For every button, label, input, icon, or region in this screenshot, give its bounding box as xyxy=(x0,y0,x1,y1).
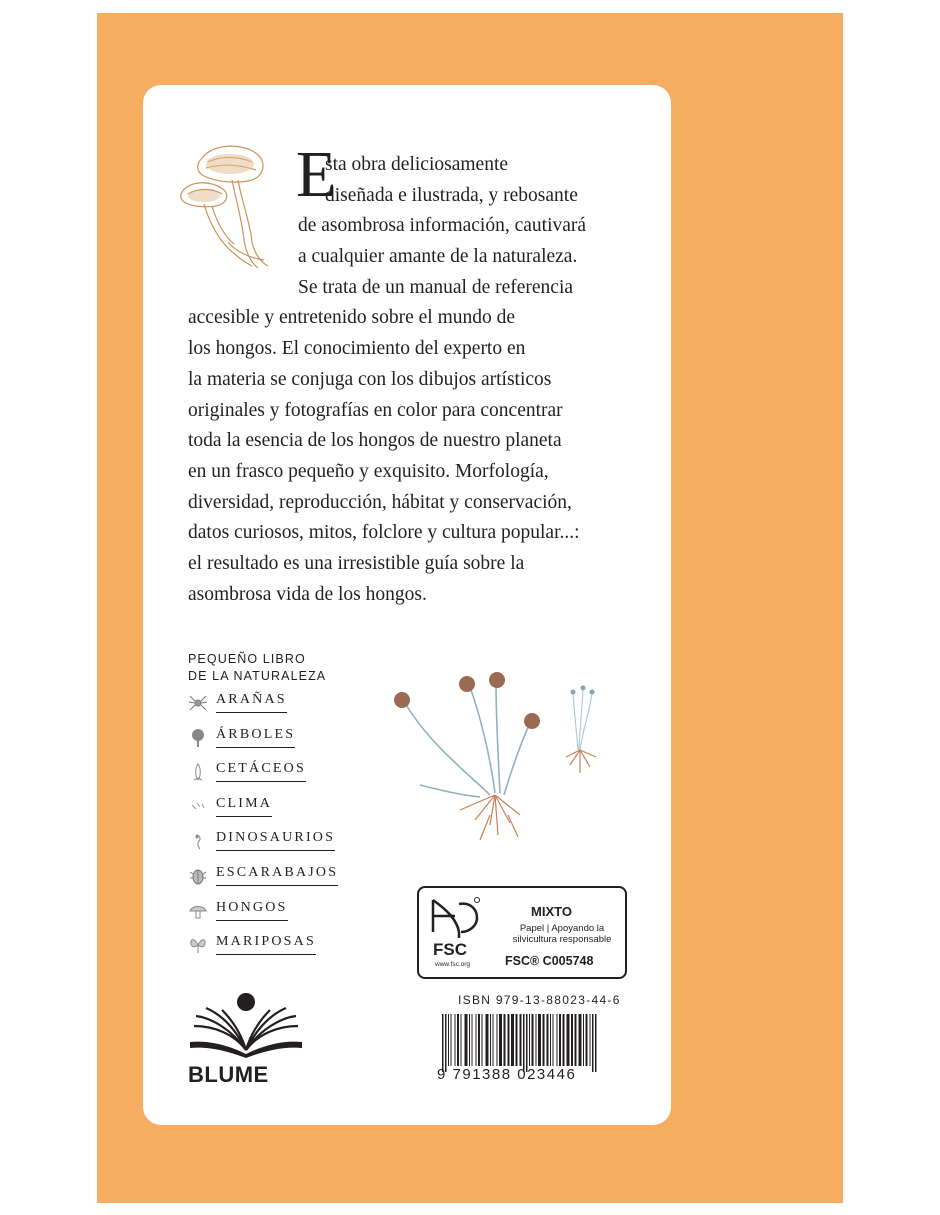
series-item-label: MARIPOSAS xyxy=(216,934,316,955)
barcode-bar xyxy=(482,1014,483,1066)
barcode-bar xyxy=(536,1014,537,1066)
barcode-digits: 9 791388 023446 xyxy=(437,1066,577,1083)
barcode-bar xyxy=(571,1014,573,1066)
series-item-label: DINOSAURIOS xyxy=(216,830,335,851)
barcode-bar xyxy=(461,1014,462,1066)
series-item-label: HONGOS xyxy=(216,900,288,921)
blurb-line: accesible y entretenido sobre el mundo de xyxy=(188,307,516,329)
blurb-line: los hongos. El conocimiento del experto en xyxy=(188,338,526,360)
barcode-bar xyxy=(557,1014,558,1066)
barcode-bar xyxy=(469,1014,470,1066)
blurb-line: asombrosa vida de los hongos. xyxy=(188,583,427,605)
barcode-bar xyxy=(516,1014,518,1066)
barcode-bar xyxy=(497,1014,498,1066)
barcode-bar xyxy=(590,1014,591,1066)
barcode-bar xyxy=(455,1014,456,1066)
barcode-bar xyxy=(523,1014,525,1072)
barcode-bar xyxy=(563,1014,565,1066)
barcode-bar xyxy=(465,1014,468,1066)
series-item-label: CLIMA xyxy=(216,796,272,817)
barcode-bar xyxy=(583,1014,584,1066)
series-title xyxy=(188,651,326,685)
spider-icon xyxy=(188,693,208,713)
mushroom-icon xyxy=(188,901,208,921)
blurb-line: originales y fotografías en color para concentrar xyxy=(188,399,563,421)
barcode-bar xyxy=(529,1014,530,1066)
fsc-paper-text xyxy=(501,923,623,945)
barcode-bar xyxy=(547,1014,549,1066)
barcode-bar xyxy=(575,1014,577,1066)
fsc-code: FSC® C005748 xyxy=(505,954,594,968)
butterfly-icon xyxy=(188,935,208,955)
series-item-label: ESCARABAJOS xyxy=(216,865,338,886)
series-title-line2: DE LA NATURALEZA xyxy=(188,669,327,683)
barcode-bar xyxy=(532,1014,534,1066)
publisher-logo xyxy=(186,990,306,1060)
series-item-label: ÁRBOLES xyxy=(216,727,295,748)
series-title-line1: PEQUEÑO LIBRO xyxy=(188,652,306,666)
barcode-bar xyxy=(592,1014,594,1072)
barcode-bar xyxy=(520,1014,522,1066)
series-item-label: CETÁCEOS xyxy=(216,761,306,782)
fsc-website: www.fsc.org xyxy=(435,961,471,968)
cloud-icon xyxy=(188,797,208,817)
tree-icon xyxy=(188,728,208,748)
fsc-label: FSC xyxy=(433,940,467,959)
barcode-bar xyxy=(445,1014,447,1072)
blurb-line: toda la esencia de los hongos de nuestro planeta xyxy=(188,430,562,452)
blurb-line: la materia se conjuga con los dibujos artísticos xyxy=(188,368,552,390)
barcode-bar xyxy=(508,1014,510,1066)
blurb-line: en un frasco pequeño y exquisito. Morfología, xyxy=(188,460,549,482)
dinosaur-icon xyxy=(188,831,208,851)
blurb-line: diversidad, reproducción, hábitat y conservación, xyxy=(188,491,572,513)
blurb-line: diseñada e ilustrada, y rebosante xyxy=(325,184,578,206)
whale-icon xyxy=(188,762,208,782)
barcode-bar xyxy=(595,1014,597,1072)
barcode-bar xyxy=(543,1014,545,1066)
drop-cap: E xyxy=(296,138,337,211)
barcode-bar xyxy=(493,1014,494,1066)
blurb-line: de asombrosa información, cautivará xyxy=(298,215,587,237)
barcode-bar xyxy=(553,1014,554,1066)
barcode-bar xyxy=(457,1014,459,1066)
fsc-mixto: MIXTO xyxy=(531,904,572,919)
fsc-certification xyxy=(417,886,627,979)
barcode-bar xyxy=(526,1014,528,1072)
barcode-bar xyxy=(486,1014,489,1066)
barcode-bar xyxy=(451,1014,452,1066)
barcode-bar xyxy=(567,1014,570,1066)
book-blurb xyxy=(188,150,648,610)
barcode-bar xyxy=(511,1014,514,1066)
barcode-bar xyxy=(476,1014,477,1066)
beetle-icon xyxy=(188,866,208,886)
blurb-line: el resultado es una irresistible guía sobre la xyxy=(188,552,525,574)
barcode-bar xyxy=(504,1014,506,1066)
blurb-line: Se trata de un manual de referencia xyxy=(298,276,574,298)
barcode-bar xyxy=(448,1014,449,1066)
series-item-label: ARAÑAS xyxy=(216,692,287,713)
barcode-bar xyxy=(472,1014,473,1066)
barcode-bar xyxy=(538,1014,541,1066)
barcode-bar xyxy=(478,1014,480,1066)
publisher-name: BLUME xyxy=(188,1062,269,1087)
fsc-paper-line1: Papel | Apoyando la xyxy=(519,923,605,934)
barcode-bar xyxy=(442,1014,444,1072)
barcode-bar xyxy=(579,1014,582,1066)
fungi-illustration xyxy=(380,665,630,855)
blurb-line: a cualquier amante de la naturaleza. xyxy=(298,246,578,268)
barcode-bar xyxy=(499,1014,502,1066)
fsc-paper-line2: silvicultura responsable xyxy=(512,934,612,945)
barcode-bar xyxy=(550,1014,551,1066)
barcode-bar xyxy=(559,1014,561,1066)
blurb-line: datos curiosos, mitos, folclore y cultura popular...: xyxy=(188,522,580,544)
barcode-bar xyxy=(586,1014,588,1066)
barcode-bar xyxy=(490,1014,491,1066)
isbn: ISBN 979-13-88023-44-6 xyxy=(458,993,621,1007)
blurb-line: sta obra deliciosamente xyxy=(325,154,509,175)
